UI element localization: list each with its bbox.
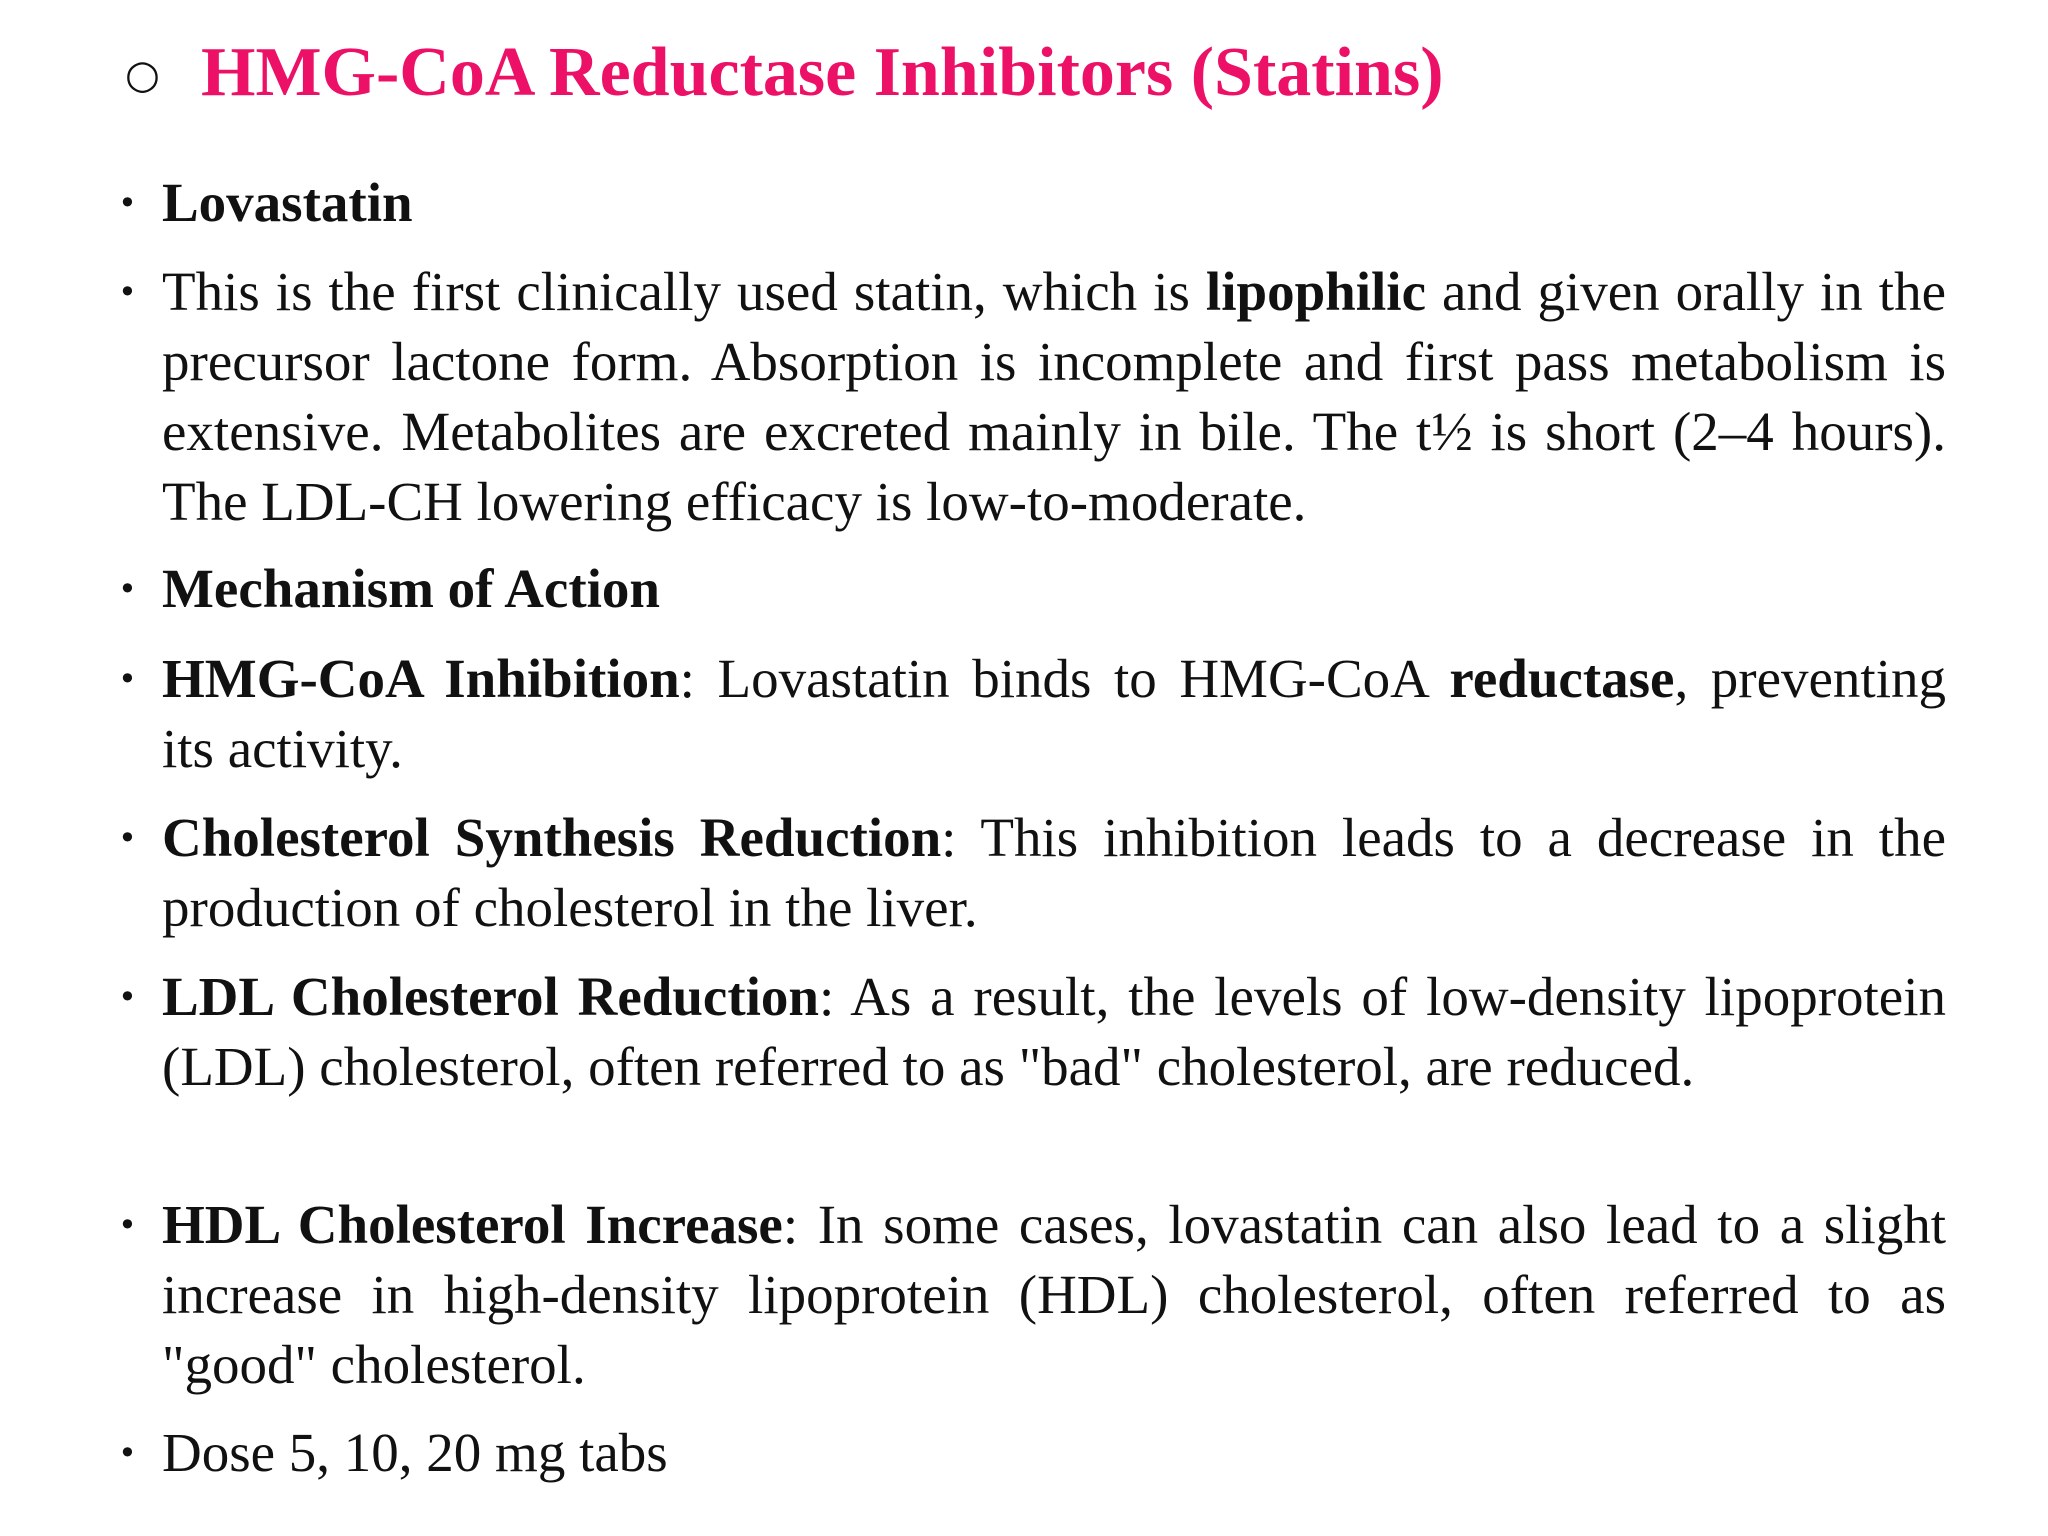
item-text xyxy=(162,962,1946,1102)
description-text: and given orally in the precursor lactone form. Absorption is incomplete and first pass metabolism is extensive. Metabolites are excreted mainly in bile. The t½ is short (2–4 hours). The LDL-CH lowering efficacy is low-to-moderate. xyxy=(162,261,1946,532)
bullet-icon: • xyxy=(118,184,137,222)
item-body: , preventing its activity. xyxy=(162,648,1946,779)
heading-title: HMG-CoA Reductase Inhibitors (Statins) xyxy=(201,34,1444,111)
lipophilic-term: lipophilic xyxy=(1205,261,1427,322)
item-text xyxy=(162,803,1946,943)
item-title: Lovastatin xyxy=(162,172,413,233)
item-body: : Lovastatin binds to HMG-CoA xyxy=(679,648,1450,709)
list-item-lovastatin xyxy=(118,168,1946,238)
list-item-hdl-increase xyxy=(118,1190,1946,1400)
list-item-description xyxy=(118,257,1946,537)
item-text xyxy=(162,168,1946,238)
item-title: Mechanism of Action xyxy=(162,558,661,619)
item-text xyxy=(162,1190,1946,1400)
item-body: : As a result, the levels of low-density lipoprotein (LDL) cholesterol, often referred to as "bad" cholesterol, are reduced. xyxy=(162,966,1946,1097)
list-item-synthesis-reduction xyxy=(118,803,1946,943)
bullet-icon: • xyxy=(118,1206,137,1244)
item-text xyxy=(162,644,1946,784)
bullet-icon: • xyxy=(118,1434,137,1472)
list-item-mechanism xyxy=(118,554,1946,624)
item-body: : This inhibition leads to a decrease in the production of cholesterol in the liver. xyxy=(162,807,1946,938)
item-term: Cholesterol Synthesis Reduction xyxy=(162,807,942,868)
list-item-ldl-reduction xyxy=(118,962,1946,1102)
slide-heading xyxy=(125,34,1444,111)
hollow-circle-bullet-icon: ○ xyxy=(125,51,160,98)
description-text: This is the first clinically used statin, which is xyxy=(162,261,1206,322)
item-term: HMG-CoA Inhibition xyxy=(162,648,680,709)
bullet-icon: • xyxy=(118,660,137,698)
item-body: : In some cases, lovastatin can also lead to a slight increase in high-density lipoprotein (HDL) cholesterol, often referred to as "good" cholesterol. xyxy=(162,1194,1947,1395)
item-term: LDL Cholesterol Reduction xyxy=(162,966,820,1027)
list-item-hmg-inhibition xyxy=(118,644,1946,784)
item-text xyxy=(162,1418,1946,1488)
list-item-dose xyxy=(118,1418,1946,1488)
reductase-term: reductase xyxy=(1449,648,1675,709)
dose-text: Dose 5, 10, 20 mg tabs xyxy=(162,1422,668,1483)
bullet-icon: • xyxy=(118,273,137,311)
item-text xyxy=(162,554,1946,624)
item-term: HDL Cholesterol Increase xyxy=(162,1194,783,1255)
bullet-icon: • xyxy=(118,978,137,1016)
bullet-icon: • xyxy=(118,570,137,608)
bullet-icon: • xyxy=(118,819,137,857)
item-text xyxy=(162,257,1946,537)
